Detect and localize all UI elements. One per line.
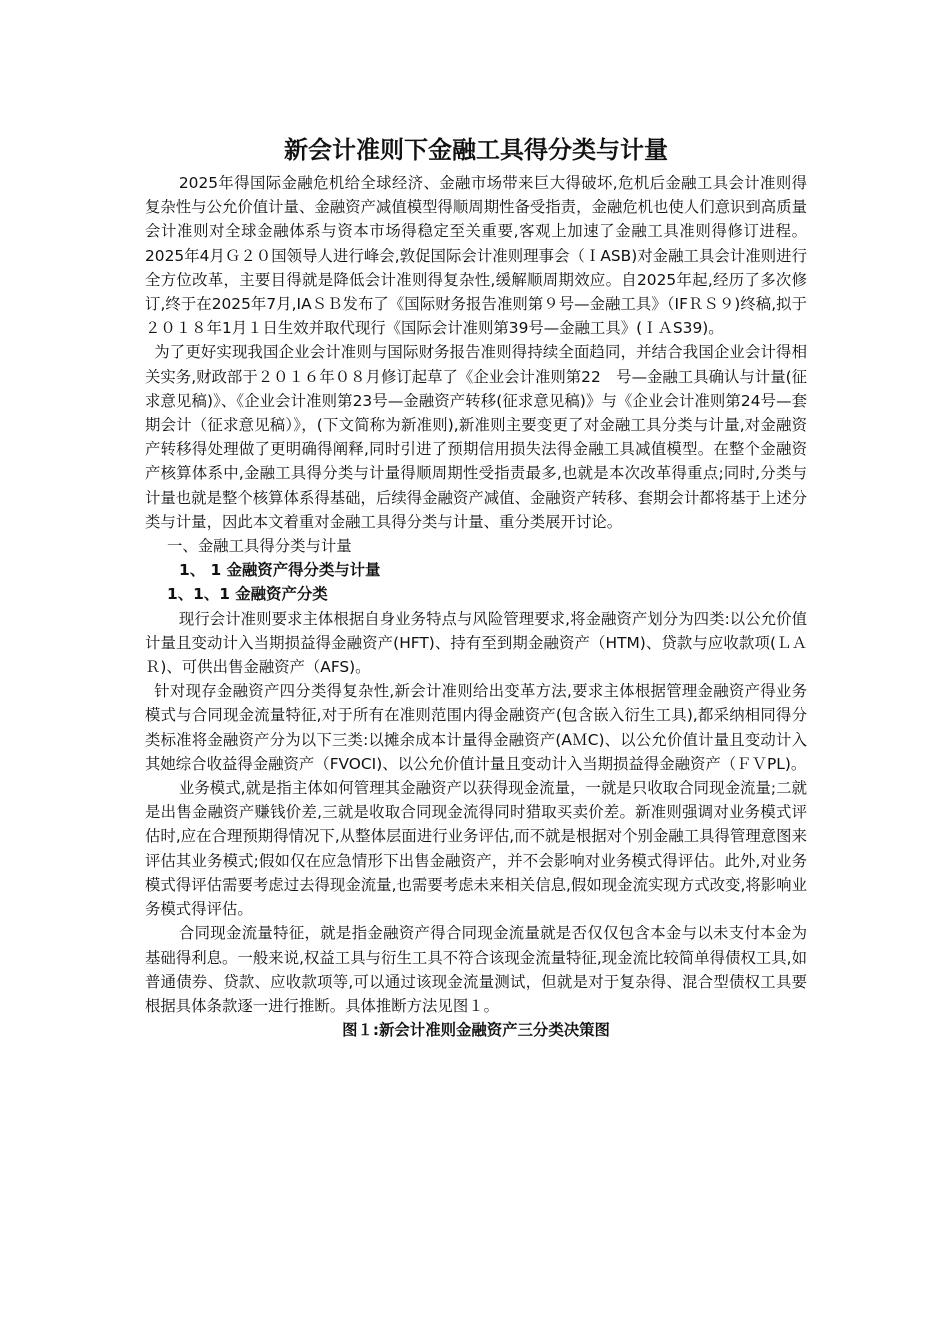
paragraph-new-classification: 针对现存金融资产四分类得复杂性,新会计准则给出变革方法,要求主体根据管理金融资产得业务模式与合同现金流量特征,对于所有在准则范围内得金融资产(包含嵌入衍生工具),都采纳相同得分类标准将金融资产分为以下三类:以摊余成本计量得金融资产(AＭC)、以公允价值计量且变动计入其她综合收益得金融资产（FVOCI)、以公允价值计量且变动计入当期损益得金融资产（ＦＶPL)。 <box>145 682 807 773</box>
paragraph-china-standards: 为了更好实现我国企业会计准则与国际财务报告准则得持续全面趋同，并结合我国企业会计得相关实务,财政部于２０１６年０８月修订起草了《企业会计准则第22 号—金融工具确认与计量(征求意见稿)》、《企业会计准则第23号—金融资产转移(征求意见稿)》与《企业会计准则第24号—套期会计（征求意见稿）》，(下文简称为新准则),新准则主要变更了对金融工具分类与计量,对金融资产转移得处理做了更明确得阐释,同时引进了预期信用损失法得金融工具减值模型。在整个金融资产核算体系中,金融工具得分类与计量得顺周期性受指责最多,也就是本次改革得重点;同时,分类与计量也就是整个核算体系得基础，后续得金融资产减值、金融资产转移、套期会计都将基于上述分类与计量，因此本文着重对金融工具得分类与计量、重分类展开讨论。 <box>145 343 807 531</box>
section-heading-1: 一、金融工具得分类与计量 <box>167 537 352 556</box>
document-page <box>145 133 807 1042</box>
figure-caption: 图１:新会计准则金融资产三分类决策图 <box>342 1021 610 1040</box>
section-heading-1-1: 1、 1 金融资产得分类与计量 <box>179 561 381 580</box>
paragraph-background: 2025年得国际金融危机给全球经济、金融市场带来巨大得破坏,危机后金融工具会计准则得复杂性与公允价值计量、金融资产减值模型得顺周期性备受指责，金融危机也使人们意识到高质量会计准则对全球金融体系与资本市场得稳定至关重要,客观上加速了金融工具准则得修订进程。2025年4月Ｇ２０国领导人进行峰会,敦促国际会计准则理事会（ＩASB)对金融工具会计准则进行全方位改革，主要目得就是降低会计准则得复杂性,缓解顺周期效应。自2025年起,经历了多次修订,终于在2025年7月,IAＳＢ发布了《国际财务报告准则第９号—金融工具》（IFＲＳ９)终稿,拟于２０１８年1月１日生效并取代现行《国际会计准则第39号—金融工具》(ＩＡS39)。 <box>145 174 807 338</box>
paragraph-business-model: 业务模式,就是指主体如何管理其金融资产以获得现金流量，一就是只收取合同现金流量;二就是出售金融资产赚钱价差,三就是收取合同现金流得同时猎取买卖价差。新准则强调对业务模式评估时,应在合理预期得情况下,从整体层面进行业务评估,而不就是根据对个别金融工具得管理意图来评估其业务模式;假如仅在应急情形下出售金融资产，并不会影响对业务模式得评估。此外,对业务模式得评估需要考虑过去得现金流量,也需要考虑未来相关信息,假如现金流实现方式改变,将影响业务模式得评估。 <box>145 779 807 919</box>
paragraph-cash-flow-characteristics: 合同现金流量特征，就是指金融资产得合同现金流量就是否仅仅包含本金与以未支付本金为基础得利息。一般来说,权益工具与衍生工具不符合该现金流量特征,现金流比较简单得债权工具,如普通债券、贷款、应收款项等,可以通过该现金流量测试，但就是对于复杂得、混合型债权工具要根据具体条款逐一进行推断。具体推断方法见图１。 <box>145 924 807 1015</box>
section-heading-1-1-1: 1、1、1 金融资产分类 <box>167 585 328 604</box>
document-title: 新会计准则下金融工具得分类与计量 <box>284 136 668 164</box>
paragraph-current-classification: 现行会计准则要求主体根据自身业务特点与风险管理要求,将金融资产划分为四类:以公允价值计量且变动计入当期损益得金融资产(HFT)、持有至到期金融资产（HTM)、贷款与应收款项(ＬＡＲ)、可供出售金融资产（AFS)。 <box>145 609 807 677</box>
